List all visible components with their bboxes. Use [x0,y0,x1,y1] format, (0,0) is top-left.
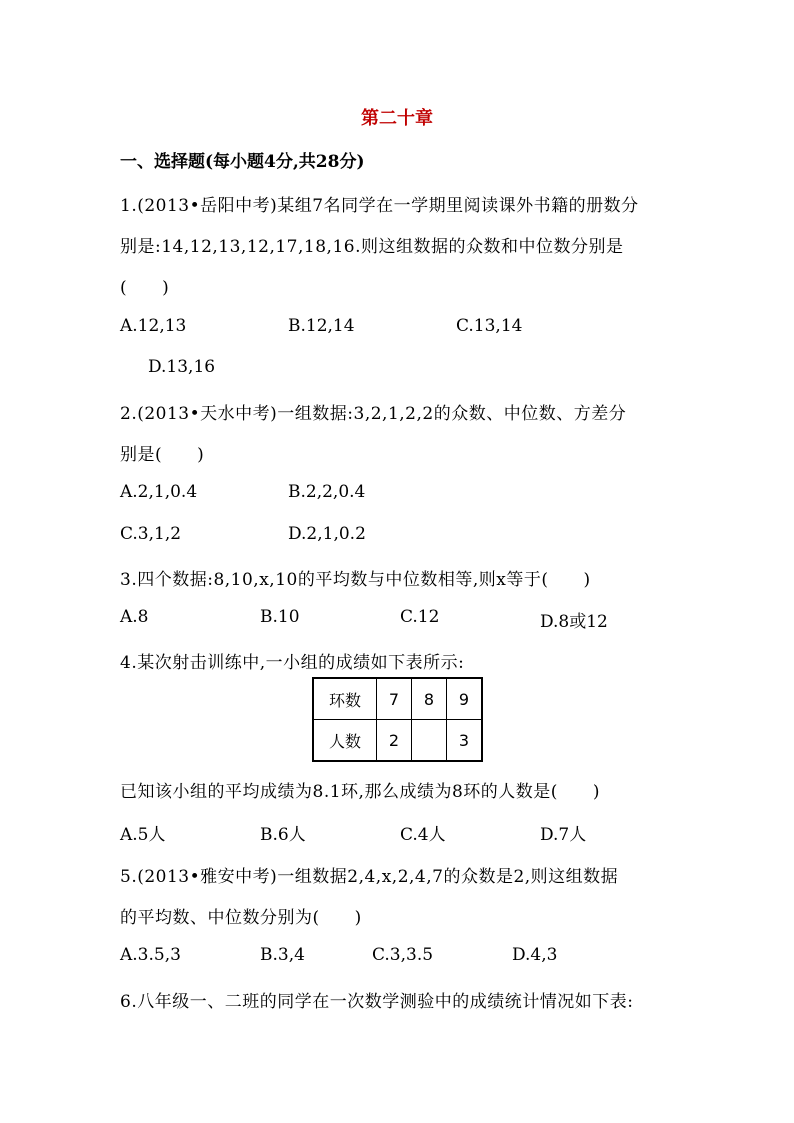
chapter-title: 第二十章 [361,108,433,129]
q4-option-b: B.6人 [260,825,306,845]
q4-option-d: D.7人 [540,825,587,845]
q5-line-1: 5.(2013•雅安中考)一组数据2,4,x,2,4,7的众数是2,则这组数据 [120,867,619,887]
q1-option-c: C.13,14 [456,316,523,336]
shooting-scores-table [312,677,483,762]
q3-option-d: D.8或12 [540,612,608,632]
section-heading: 一、选择题(每小题4分,共28分) [120,152,365,172]
q5-option-b: B.3,4 [260,945,305,965]
table-cell: 环数 [313,678,377,720]
q3-option-a: A.8 [120,607,149,627]
q5-option-d: D.4,3 [512,945,558,965]
q3-option-c: C.12 [400,607,440,627]
q4-option-c: C.4人 [400,825,446,845]
q5-option-a: A.3.5,3 [120,945,181,965]
q2-line-1: 2.(2013•天水中考)一组数据:3,2,1,2,2的众数、中位数、方差分 [120,404,627,424]
q3-line-1: 3.四个数据:8,10,x,10的平均数与中位数相等,则x等于( ) [120,570,591,590]
q2-option-b: B.2,2,0.4 [288,482,366,502]
q5-option-c: C.3,3.5 [372,945,434,965]
q1-line-3: ( ) [120,278,170,298]
q5-line-2: 的平均数、中位数分别为( ) [120,908,362,928]
q2-line-2: 别是( ) [120,445,205,465]
q2-option-a: A.2,1,0.4 [120,482,198,502]
q1-option-a: A.12,13 [120,316,187,336]
q1-line-1: 1.(2013•岳阳中考)某组7名同学在一学期里阅读课外书籍的册数分 [120,196,639,216]
table-cell: 7 [377,678,412,720]
q4-line-1: 4.某次射击训练中,一小组的成绩如下表所示: [120,653,465,673]
table-cell: 2 [377,720,412,762]
table-cell: 8 [412,678,447,720]
table-row [313,720,482,762]
q2-option-c: C.3,1,2 [120,524,182,544]
q1-option-b: B.12,14 [288,316,355,336]
q4-option-a: A.5人 [120,825,166,845]
table-cell: 9 [447,678,483,720]
q4-line-2: 已知该小组的平均成绩为8.1环,那么成绩为8环的人数是( ) [120,782,601,802]
table-cell: 人数 [313,720,377,762]
table-row [313,678,482,720]
q3-option-b: B.10 [260,607,300,627]
q1-line-2: 别是:14,12,13,12,17,18,16.则这组数据的众数和中位数分别是 [120,237,624,257]
q6-line-1: 6.八年级一、二班的同学在一次数学测验中的成绩统计情况如下表: [120,992,634,1012]
table-cell: 3 [447,720,483,762]
q1-option-d: D.13,16 [148,357,216,377]
table-cell [412,720,447,762]
q2-option-d: D.2,1,0.2 [288,524,366,544]
